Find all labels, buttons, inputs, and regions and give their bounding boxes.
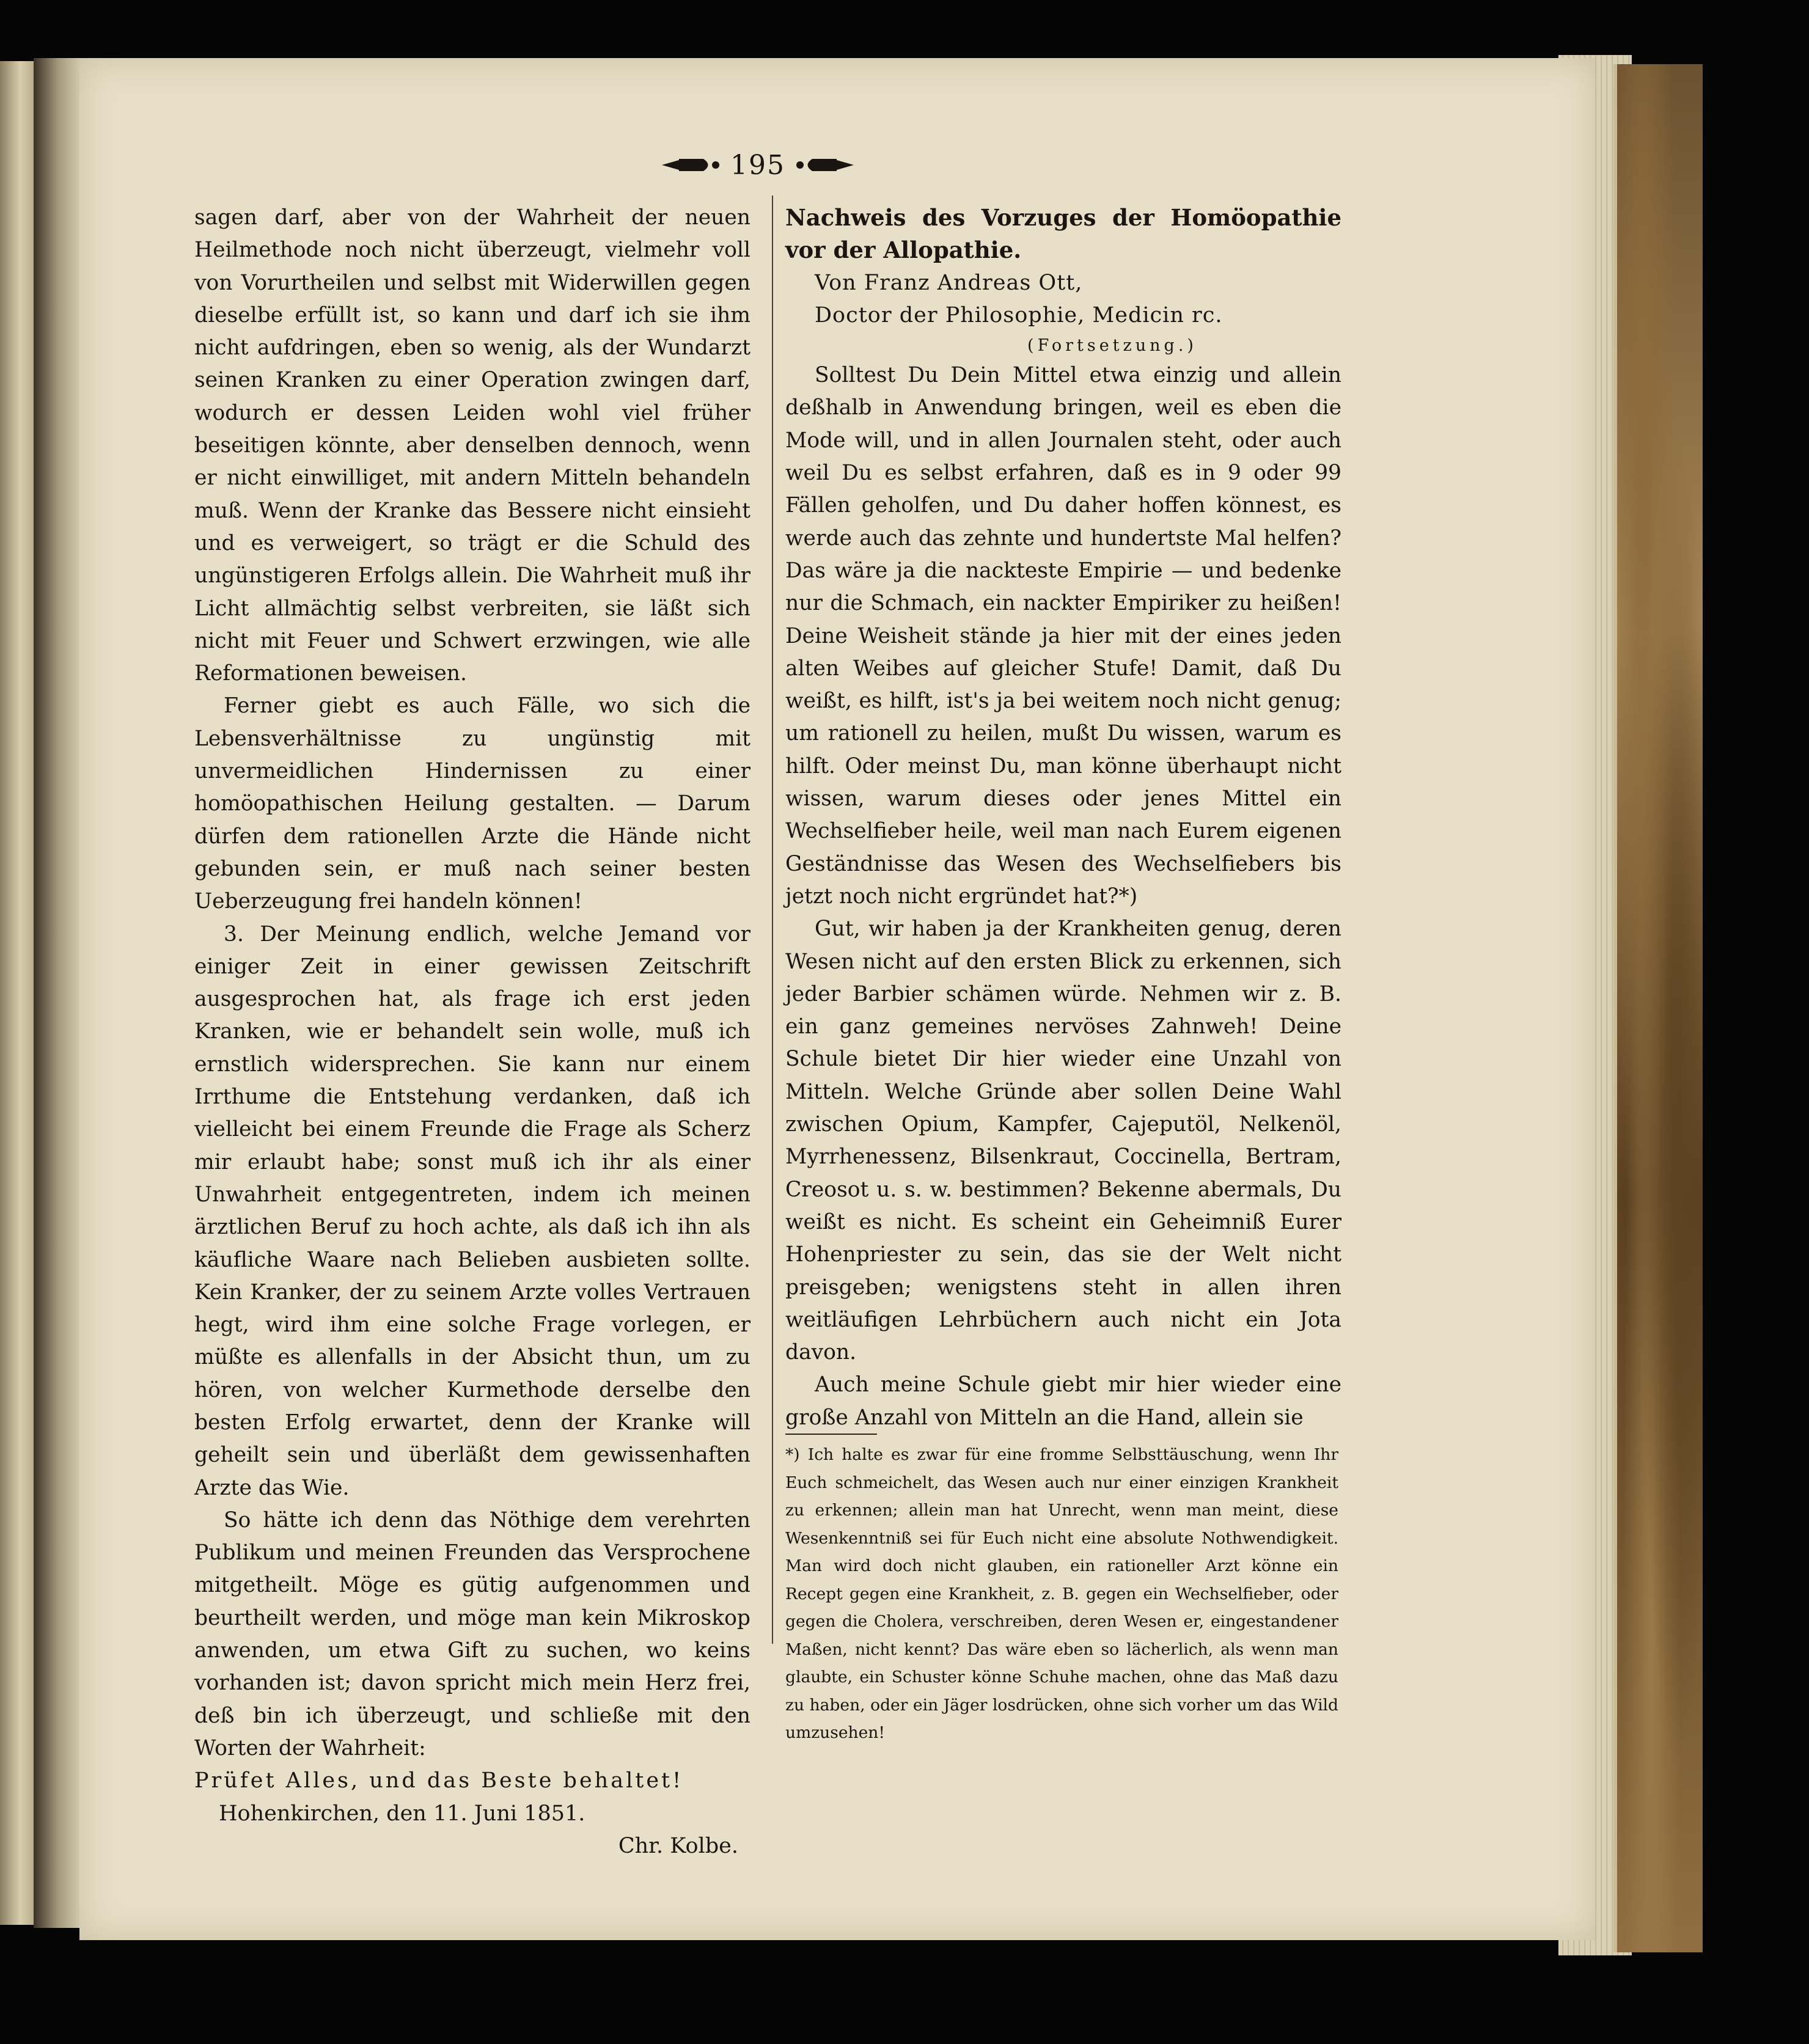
- page-header: [648, 147, 868, 183]
- right-ornament-icon: [794, 156, 855, 174]
- column-divider: [772, 196, 773, 1644]
- right-column: [785, 202, 1341, 1434]
- paragraph: Gut, wir haben ja der Krankheiten genug, deren Wesen nicht auf den ersten Blick zu erkennen, sich jeder Barbier schämen würde. Nehmen wir z. B. ein ganz gemeines nervöses Zahnweh! Deine Schule bietet Dir hier wieder eine Unzahl von Mitteln. Welche Gründe aber sollen Deine Wahl zwischen Opium, Kampfer, Cajeputöl, Nelkenöl, Myrrhenessenz, Bilsenkraut, Coccinella, Bertram, Creosot u. s. w. bestimmen? Bekenne abermals, Du weißt es nicht. Es scheint ein Geheimniß Eurer Hohenpriester zu sein, das sie der Welt nicht preisgeben; wenigstens steht in allen ihren weitläufigen Lehrbüchern auch nicht ein Jota davon.: [785, 917, 1341, 1365]
- left-ornament-icon: [661, 156, 722, 174]
- marbled-cover-edge: [1613, 64, 1703, 1952]
- author-signature: Chr. Kolbe.: [618, 1833, 738, 1858]
- paragraph: Auch meine Schule giebt mir hier wieder eine große Anzahl von Mitteln an die Hand, allein sie: [785, 1372, 1341, 1430]
- footnote: *) Ich halte es zwar für eine fromme Selbsttäuschung, wenn Ihr Euch schmeichelt, das Wesen auch nur einer einzigen Krankheit zu erkennen; allein man hat Unrecht, wenn man meint, diese Wesenkenntniß sei für Euch nicht eine absolute Nothwendigkeit. Man wird doch nicht glauben, ein rationeller Arzt könne ein Recept gegen eine Krankheit, z. B. gegen ein Wechselfieber, oder gegen die Cholera, verschreiben, deren Wesen er, eingestandener Maßen, nicht kennt? Das wäre eben so lächerlich, als wenn man glaubte, ein Schuster könne Schuhe machen, ohne das Maß dazu zu haben, oder ein Jäger losdrücken, ohne sich vorher um das Wild umzusehen!: [785, 1445, 1338, 1742]
- paragraph: Ferner giebt es auch Fälle, wo sich die Lebensverhältnisse zu ungünstig mit unvermeidlichen Hindernissen zu einer homöopathischen Heilung gestalten. — Darum dürfen dem rationellen Arzte die Hände nicht gebunden sein, er muß nach seiner besten Ueberzeugung frei handeln können!: [194, 694, 750, 914]
- footnote-rule: [785, 1434, 877, 1435]
- continuation-note: (Fortsetzung.): [1027, 336, 1197, 356]
- paragraph: Solltest Du Dein Mittel etwa einzig und allein deßhalb in Anwendung bringen, weil es eben die Mode will, und in allen Journalen steht, oder auch weil Du es selbst erfahren, daß es in 9 oder 99 Fällen geholfen, und Du daher hoffen könnest, es werde auch das zehnte und hundertste Mal helfen? Das wäre ja die nackteste Empirie — und bedenke nur die Schmach, ein nackter Empiriker zu heißen! Deine Weisheit stände ja hier mit der eines jeden alten Weibes auf gleicher Stufe! Damit, daß Du weißt, es hilft, ist's ja bei weitem noch nicht genug; um rationell zu heilen, mußt Du wissen, warum es hilft. Oder meinst Du, man könne überhaupt nicht wissen, warum dieses oder jenes Mittel ein Wechselfieber heile, weil man nach Eurem eigenen Geständnisse das Wesen des Wechselfiebers bis jetzt noch nicht ergründet hat?*): [785, 363, 1341, 909]
- article-author-credentials: Doctor der Philosophie, Medicin rc.: [815, 302, 1223, 328]
- closing-motto: Prüfet Alles, und das Beste behaltet!: [194, 1768, 684, 1793]
- left-column: [194, 202, 750, 1863]
- left-page-edge: [0, 61, 34, 1925]
- paragraph: sagen darf, aber von der Wahrheit der neuen Heilmethode noch nicht überzeugt, vielmehr voll von Vorurtheilen und selbst mit Widerwillen gegen dieselbe erfüllt ist, so kann und darf ich sie ihm nicht aufdringen, eben so wenig, als der Wundarzt seinen Kranken zu einer Operation zwingen darf, wodurch er dessen Leiden wohl viel früher beseitigen könnte, aber denselben dennoch, wenn er nicht einwilliget, mit andern Mitteln behandeln muß. Wenn der Kranke das Bessere nicht einsieht und es verweigert, so trägt er die Schuld des ungünstigeren Erfolgs allein. Die Wahrheit muß ihr Licht allmächtig selbst verbreiten, sie läßt sich nicht mit Feuer und Schwert erzwingen, wie alle Reformationen beweisen.: [194, 205, 750, 686]
- page-number: 195: [730, 149, 785, 181]
- paragraph: 3. Der Meinung endlich, welche Jemand vor einiger Zeit in einer gewissen Zeitschrift ausgesprochen hat, als frage ich erst jeden Kranken, wie er behandelt sein wolle, muß ich ernstlich widersprechen. Sie kann nur einem Irrthume die Entstehung verdanken, daß ich vielleicht bei einem Freunde die Frage als Scherz mir erlaubt habe; sonst muß ich ihr als einer Unwahrheit entgegentreten, indem ich meinen ärztlichen Beruf zu hoch achte, als daß ich ihn als käufliche Waare nach Belieben ausbieten sollte. Kein Kranker, der zu seinem Arzte volles Vertrauen hegt, wird ihm eine solche Frage vorlegen, er müßte es allenfalls in der Absicht thun, um zu hören, von welcher Kurmethode derselbe den besten Erfolg erwartet, denn der Kranke will geheilt sein und überläßt dem gewissenhaften Arzte das Wie.: [194, 921, 750, 1500]
- place-date: Hohenkirchen, den 11. Juni 1851.: [219, 1801, 585, 1826]
- article-title: Nachweis des Vorzuges der Homöopathie vor der Allopathie.: [785, 204, 1341, 264]
- article-author: Von Franz Andreas Ott,: [815, 270, 1083, 295]
- paragraph: So hätte ich denn das Nöthige dem verehrten Publikum und meinen Freunden das Versprochene mitgetheilt. Möge es gütig aufgenommen und beurtheilt werden, und möge man kein Mikroskop anwenden, um etwa Gift zu suchen, wo keins vorhanden ist; davon spricht mich mein Herz frei, deß bin ich überzeugt, und schließe mit den Worten der Wahrheit:: [194, 1507, 750, 1760]
